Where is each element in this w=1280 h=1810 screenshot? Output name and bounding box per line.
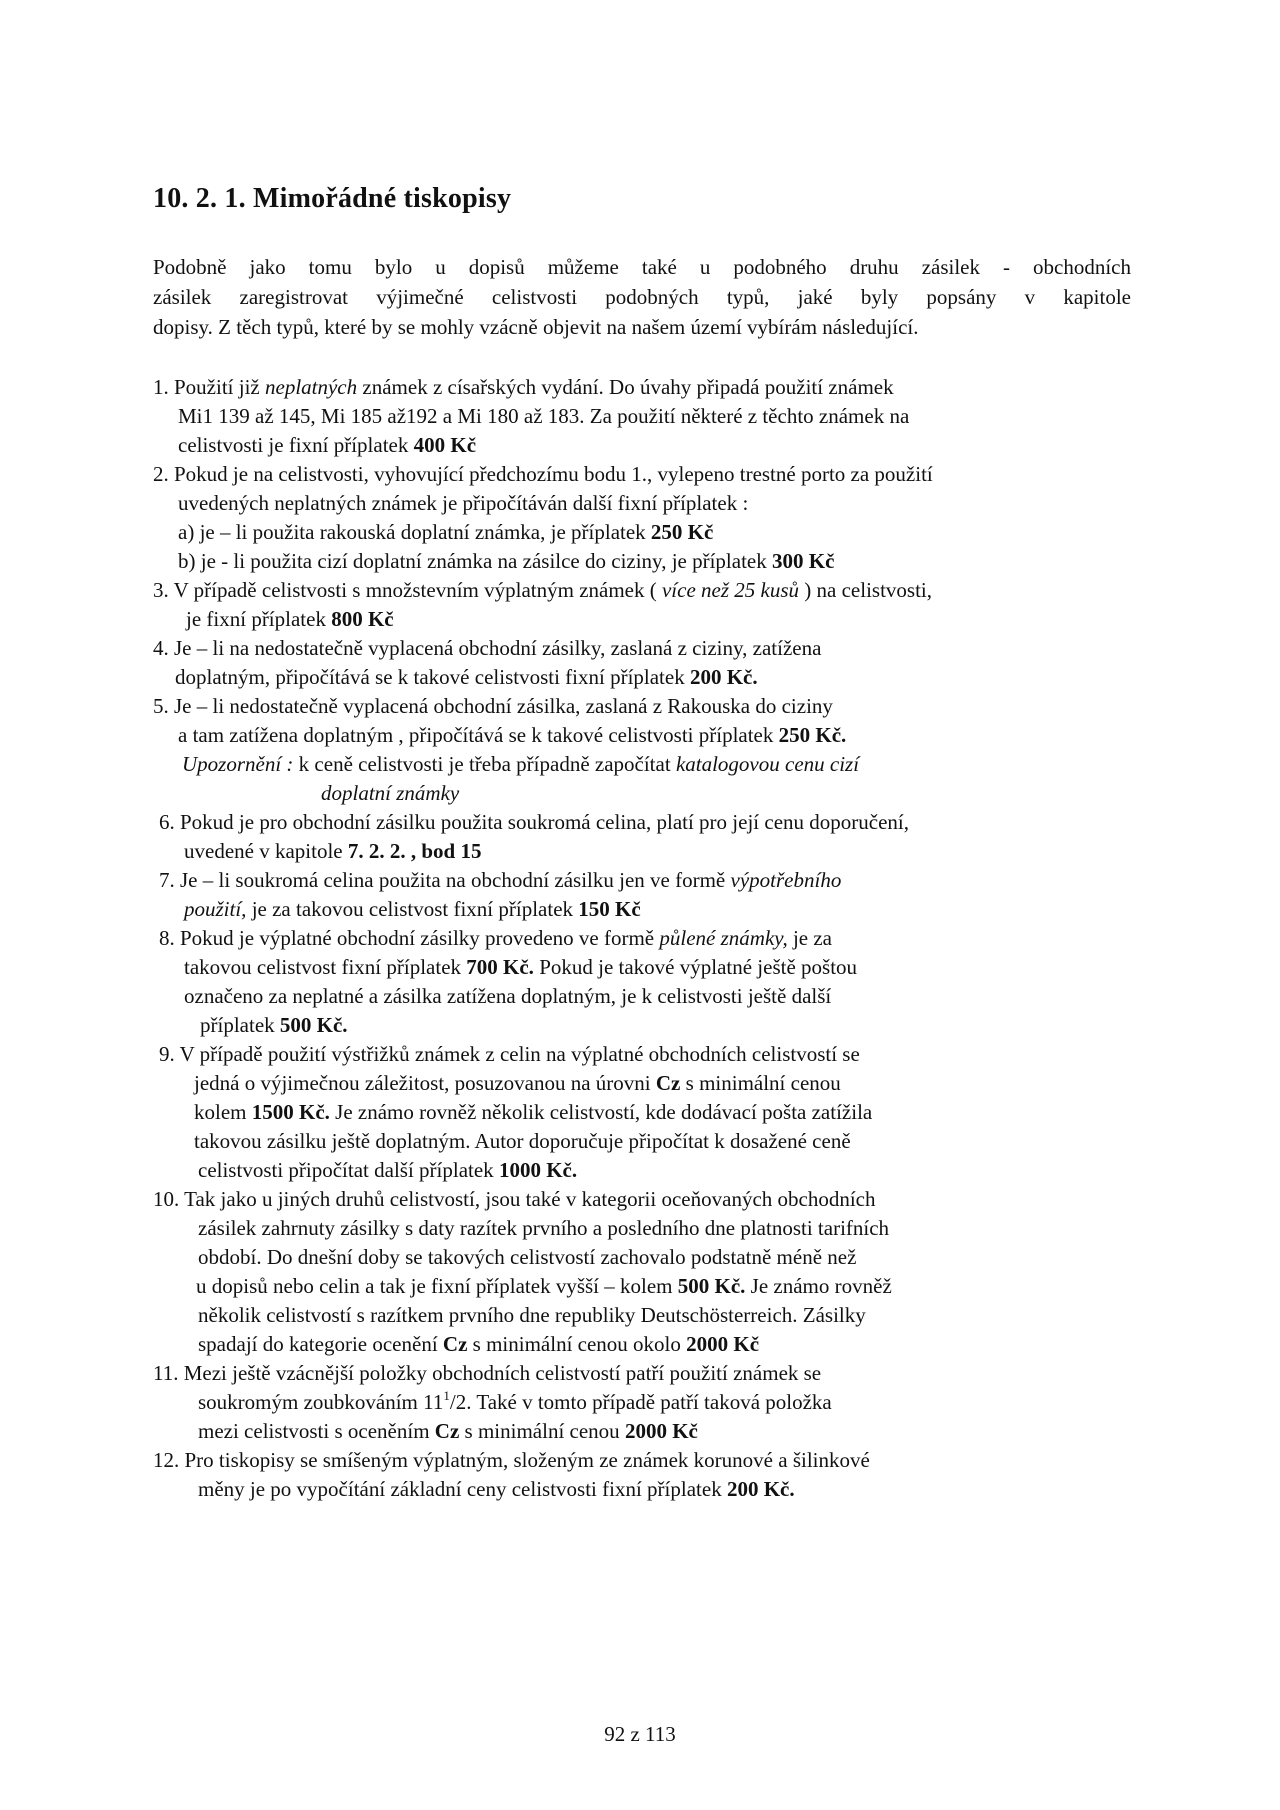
list-item-line [153, 402, 1143, 431]
bold-text: Cz [442, 1332, 468, 1356]
text: Pro tiskopisy se smíšeným výplatným, složeným ze známek korunové a šilinkové [184, 1448, 870, 1472]
intro-paragraph [153, 252, 1131, 342]
list-item-line [153, 663, 1143, 692]
text: zásilek zahrnuty zásilky s daty razítek prvního a posledního dne platnosti tarifních [198, 1216, 890, 1240]
bold-text: 250 Kč [650, 520, 714, 544]
italic-text: neplatných [265, 375, 358, 399]
item-number: 6. [159, 810, 175, 834]
bold-text: 7. 2. 2. , bod 15 [347, 839, 482, 863]
list-item-line [153, 605, 1143, 634]
text: Je – li na nedostatečně vyplacená obchodní zásilky, zaslaná z ciziny, zatížena [174, 636, 822, 660]
list-item-line [153, 1359, 1143, 1388]
list-item-line [153, 1011, 1143, 1040]
list-item-line [153, 1040, 1143, 1069]
item-number: 2. [153, 462, 169, 486]
text: Tak jako u jiných druhů celistvostí, jsou také v kategorii oceňovaných obchodních [184, 1187, 876, 1211]
item-number: 12. [153, 1448, 180, 1472]
text: uvedené v kapitole [184, 839, 348, 863]
intro-line: Podobně jako tomu bylo u dopisů můžeme také u podobného druhu zásilek - obchodních [153, 255, 1131, 279]
list-item-line [153, 1098, 1143, 1127]
list-item-line [153, 1301, 1143, 1330]
text: celistvosti připočítat další příplatek [198, 1158, 499, 1182]
text: takovou celistvost fixní příplatek [184, 955, 467, 979]
text: spadají do kategorie ocenění [198, 1332, 443, 1356]
text: soukromým zoubkováním 11 [198, 1390, 444, 1414]
list-item-line [153, 547, 1143, 576]
list-item-line [153, 982, 1143, 1011]
text: je za [787, 926, 832, 950]
list-item-note [153, 779, 1143, 808]
text: Mezi ještě vzácnější položky obchodních celistvostí patří použití známek se [183, 1361, 822, 1385]
bold-text: 200 Kč. [726, 1477, 795, 1501]
text: /2. Také v tomto případě patří taková položka [449, 1390, 832, 1414]
text: s minimální cenou [680, 1071, 841, 1095]
item-number: 7. [159, 868, 175, 892]
intro-line: dopisy. Z těch typů, které by se mohly vzácně objevit na našem území vybírám následující. [153, 315, 919, 339]
italic-text: doplatní známky [321, 781, 460, 805]
bold-text: 2000 Kč [624, 1419, 698, 1443]
text: známek z císařských vydání. Do úvahy připadá použití známek [357, 375, 894, 399]
text: Je známo rovněž několik celistvostí, kde dodávací pošta zatížila [329, 1100, 873, 1124]
list-item-line [153, 576, 1143, 605]
bold-text: 400 Kč [413, 433, 477, 457]
item-number: 11. [153, 1361, 179, 1385]
italic-text: více než 25 kusů [661, 578, 800, 602]
list-item-line [153, 489, 1143, 518]
list-item-line [153, 924, 1143, 953]
text: několik celistvostí s razítkem prvního dne republiky Deutschösterreich. Zásilky [198, 1303, 866, 1327]
bold-text: 500 Kč. [279, 1013, 348, 1037]
item-number: 9. [159, 1042, 175, 1066]
text: doplatným, připočítává se k takové celistvosti fixní příplatek [175, 665, 690, 689]
item-number: 1. [153, 375, 169, 399]
item-number: 8. [159, 926, 175, 950]
list-item-line [153, 1185, 1143, 1214]
item-number: 4. [153, 636, 169, 660]
text: kolem [194, 1100, 252, 1124]
text: Použití již [174, 375, 265, 399]
list-item-line [153, 1417, 1143, 1446]
text: Pokud je pro obchodní zásilku použita soukromá celina, platí pro její cenu doporučení, [180, 810, 909, 834]
bold-text: 1500 Kč. [251, 1100, 330, 1124]
text: a tam zatížena doplatným , připočítává se k takové celistvosti příplatek [178, 723, 779, 747]
text: příplatek [200, 1013, 280, 1037]
list-item-line [153, 1156, 1143, 1185]
text: u dopisů nebo celin a tak je fixní příplatek vyšší – kolem [196, 1274, 678, 1298]
bold-text: 800 Kč [331, 607, 394, 631]
bold-text: 2000 Kč [686, 1332, 760, 1356]
text: k ceně celistvosti je třeba případně započítat [293, 752, 676, 776]
bold-text: Cz [655, 1071, 681, 1095]
list-item-line [153, 692, 1143, 721]
text: s minimální cenou [459, 1419, 625, 1443]
item-number: 5. [153, 694, 169, 718]
list-item-line [153, 1330, 1143, 1359]
list-item-line [153, 1243, 1143, 1272]
list-item-line [153, 1446, 1143, 1475]
text: měny je po vypočítání základní ceny celistvosti fixní příplatek [198, 1477, 727, 1501]
text: takovou zásilku ještě doplatným. Autor doporučuje připočítat k dosažené ceně [194, 1129, 851, 1153]
bold-text: 250 Kč. [778, 723, 847, 747]
text: ) na celistvosti, [799, 578, 933, 602]
item-list [153, 373, 1143, 1504]
text: Je známo rovněž [745, 1274, 892, 1298]
italic-text: Upozornění : [182, 752, 294, 776]
list-item-line [153, 1272, 1143, 1301]
italic-text: katalogovou cenu cizí [675, 752, 860, 776]
list-item-line [153, 1069, 1143, 1098]
text: s minimální cenou okolo [467, 1332, 687, 1356]
text: označeno za neplatné a zásilka zatížena doplatným, je k celistvosti ještě další [184, 984, 832, 1008]
list-item-line [153, 1127, 1143, 1156]
text: b) je - li použita cizí doplatní známka na zásilce do ciziny, je příplatek [178, 549, 772, 573]
italic-text: výpotřebního [730, 868, 842, 892]
intro-line: zásilek zaregistrovat výjimečné celistvosti podobných typů, jaké byly popsány v kapitole [153, 285, 1131, 309]
text: Pokud je takové výplatné ještě poštou [533, 955, 858, 979]
section-heading: 10. 2. 1. Mimořádné tiskopisy [153, 183, 512, 214]
page-number: 92 z 113 [604, 1722, 676, 1746]
list-item-line [153, 895, 1143, 924]
text: V případě celistvosti s množstevním výplatným známek ( [173, 578, 662, 602]
list-item-line [153, 866, 1143, 895]
text: Je – li nedostatečně vyplacená obchodní zásilka, zaslaná z Rakouska do ciziny [174, 694, 833, 718]
text: jedná o výjimečnou záležitost, posuzovanou na úrovni [194, 1071, 656, 1095]
text: období. Do dnešní doby se takových celistvostí zachovalo podstatně méně než [198, 1245, 857, 1269]
text: V případě použití výstřižků známek z celin na výplatné obchodních celistvostí se [179, 1042, 860, 1066]
bold-text: 200 Kč. [689, 665, 758, 689]
text: mezi celistvosti s oceněním [198, 1419, 435, 1443]
item-number: 10. [153, 1187, 180, 1211]
list-item-note [153, 750, 1143, 779]
list-item-line [153, 518, 1143, 547]
bold-text: 1000 Kč. [498, 1158, 578, 1182]
list-item-line [153, 634, 1143, 663]
list-item-line [153, 808, 1143, 837]
text: Pokud je na celistvosti, vyhovující předchozímu bodu 1., vylepeno trestné porto za použití [174, 462, 933, 486]
bold-text: 700 Kč. [466, 955, 534, 979]
italic-text: půlené známky, [659, 926, 788, 950]
list-item-line [153, 1388, 1143, 1417]
text: je fixní příplatek [186, 607, 332, 631]
italic-text: použití, [184, 897, 247, 921]
item-number: 3. [153, 578, 169, 602]
bold-text: 300 Kč [772, 549, 835, 573]
list-item-line [153, 1475, 1143, 1504]
list-item-line [153, 431, 1143, 460]
text: Je – li soukromá celina použita na obchodní zásilku jen ve formě [180, 868, 731, 892]
bold-text: 150 Kč [578, 897, 641, 921]
text: Mi1 139 až 145, Mi 185 až192 a Mi 180 až 183. Za použití některé z těchto známek na [178, 404, 910, 428]
text: Pokud je výplatné obchodní zásilky provedeno ve formě [180, 926, 660, 950]
text: je za takovou celistvost fixní příplatek [246, 897, 579, 921]
text: celistvosti je fixní příplatek [178, 433, 414, 457]
bold-text: Cz [434, 1419, 460, 1443]
text: uvedených neplatných známek je připočítáván další fixní příplatek : [178, 491, 749, 515]
superscript: 1 [443, 1388, 450, 1403]
list-item-line [153, 1214, 1143, 1243]
list-item-line [153, 460, 1143, 489]
list-item-line [153, 837, 1143, 866]
text: a) je – li použita rakouská doplatní známka, je příplatek [178, 520, 651, 544]
list-item-line [153, 721, 1143, 750]
list-item-line [153, 373, 1143, 402]
bold-text: 500 Kč. [677, 1274, 746, 1298]
list-item-line [153, 953, 1143, 982]
